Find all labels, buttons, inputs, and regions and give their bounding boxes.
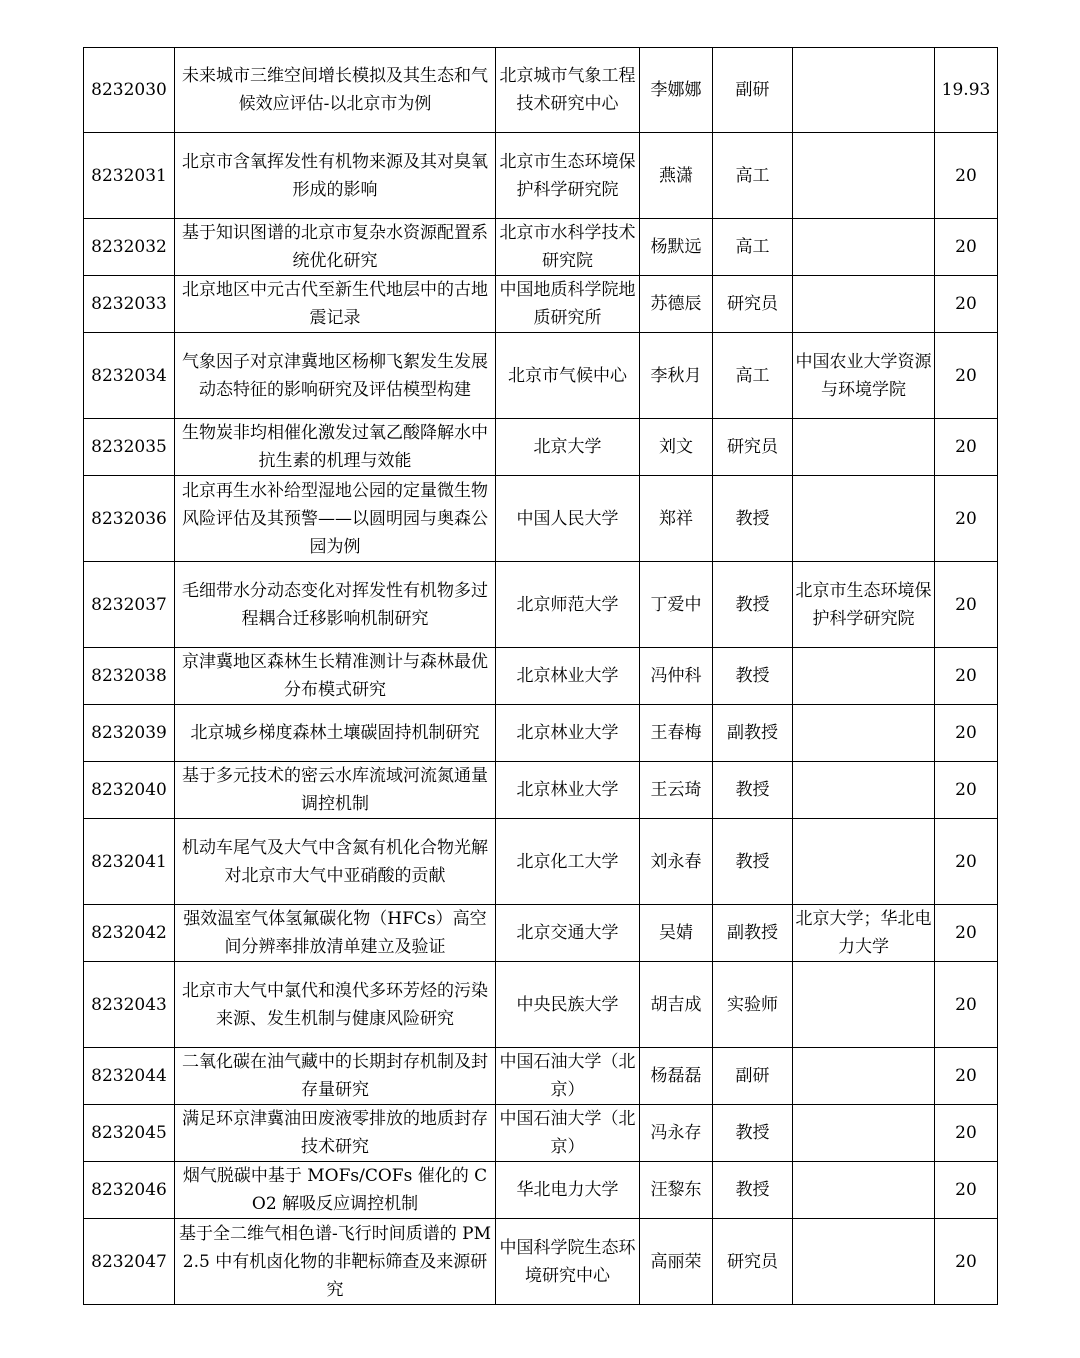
project-title-cell: 机动车尾气及大气中含氮有机化合物光解对北京市大气中亚硝酸的贡献	[175, 819, 496, 905]
partner-cell	[793, 1219, 935, 1305]
institution-cell: 中央民族大学	[496, 962, 640, 1048]
rank-cell: 副研	[713, 48, 793, 133]
table-row	[84, 762, 998, 819]
table-row	[84, 905, 998, 962]
project-id-cell: 8232040	[84, 762, 175, 819]
amount-cell: 20	[935, 1105, 998, 1162]
rank-cell: 教授	[713, 1162, 793, 1219]
project-id-cell: 8232042	[84, 905, 175, 962]
institution-cell: 北京市水科学技术研究院	[496, 219, 640, 276]
project-title-cell: 强效温室气体氢氟碳化物（HFCs）高空间分辨率排放清单建立及验证	[175, 905, 496, 962]
project-title-cell: 满足环京津冀油田废液零排放的地质封存技术研究	[175, 1105, 496, 1162]
institution-cell: 北京林业大学	[496, 648, 640, 705]
partner-cell: 北京大学；华北电力大学	[793, 905, 935, 962]
project-id-cell: 8232036	[84, 476, 175, 562]
table-row	[84, 419, 998, 476]
leader-cell: 王云琦	[640, 762, 713, 819]
table-row	[84, 276, 998, 333]
rank-cell: 教授	[713, 1105, 793, 1162]
table-row	[84, 48, 998, 133]
leader-cell: 冯永存	[640, 1105, 713, 1162]
rank-cell: 教授	[713, 562, 793, 648]
project-title-cell: 生物炭非均相催化激发过氧乙酸降解水中抗生素的机理与效能	[175, 419, 496, 476]
project-title-cell: 毛细带水分动态变化对挥发性有机物多过程耦合迁移影响机制研究	[175, 562, 496, 648]
amount-cell: 20	[935, 1162, 998, 1219]
institution-cell: 中国石油大学（北京）	[496, 1105, 640, 1162]
rank-cell: 研究员	[713, 276, 793, 333]
amount-cell: 20	[935, 705, 998, 762]
partner-cell	[793, 648, 935, 705]
leader-cell: 刘文	[640, 419, 713, 476]
leader-cell: 郑祥	[640, 476, 713, 562]
rank-cell: 实验师	[713, 962, 793, 1048]
leader-cell: 杨磊磊	[640, 1048, 713, 1105]
rank-cell: 教授	[713, 648, 793, 705]
institution-cell: 北京林业大学	[496, 762, 640, 819]
project-id-cell: 8232045	[84, 1105, 175, 1162]
amount-cell: 20	[935, 333, 998, 419]
institution-cell: 中国地质科学院地质研究所	[496, 276, 640, 333]
partner-cell	[793, 219, 935, 276]
rank-cell: 副教授	[713, 905, 793, 962]
amount-cell: 19.93	[935, 48, 998, 133]
grant-table-body	[84, 48, 998, 1305]
table-row	[84, 1162, 998, 1219]
amount-cell: 20	[935, 962, 998, 1048]
project-id-cell: 8232037	[84, 562, 175, 648]
project-id-cell: 8232033	[84, 276, 175, 333]
leader-cell: 李娜娜	[640, 48, 713, 133]
rank-cell: 研究员	[713, 419, 793, 476]
partner-cell	[793, 819, 935, 905]
project-title-cell: 基于知识图谱的北京市复杂水资源配置系统优化研究	[175, 219, 496, 276]
institution-cell: 北京城市气象工程技术研究中心	[496, 48, 640, 133]
project-title-cell: 烟气脱碳中基于 MOFs/COFs 催化的 CO2 解吸反应调控机制	[175, 1162, 496, 1219]
partner-cell	[793, 48, 935, 133]
project-id-cell: 8232039	[84, 705, 175, 762]
leader-cell: 吴婧	[640, 905, 713, 962]
table-row	[84, 705, 998, 762]
amount-cell: 20	[935, 819, 998, 905]
rank-cell: 教授	[713, 762, 793, 819]
amount-cell: 20	[935, 648, 998, 705]
table-row	[84, 219, 998, 276]
project-title-cell: 北京城乡梯度森林土壤碳固持机制研究	[175, 705, 496, 762]
grant-table	[83, 47, 998, 1305]
rank-cell: 副研	[713, 1048, 793, 1105]
table-row	[84, 648, 998, 705]
project-id-cell: 8232032	[84, 219, 175, 276]
leader-cell: 燕潇	[640, 133, 713, 219]
institution-cell: 华北电力大学	[496, 1162, 640, 1219]
table-row	[84, 133, 998, 219]
amount-cell: 20	[935, 419, 998, 476]
table-row	[84, 1219, 998, 1305]
project-id-cell: 8232041	[84, 819, 175, 905]
partner-cell: 中国农业大学资源与环境学院	[793, 333, 935, 419]
rank-cell: 高工	[713, 219, 793, 276]
leader-cell: 冯仲科	[640, 648, 713, 705]
amount-cell: 20	[935, 219, 998, 276]
project-title-cell: 基于全二维气相色谱-飞行时间质谱的 PM2.5 中有机卤化物的非靶标筛查及来源研究	[175, 1219, 496, 1305]
partner-cell	[793, 276, 935, 333]
amount-cell: 20	[935, 133, 998, 219]
table-row	[84, 476, 998, 562]
rank-cell: 高工	[713, 133, 793, 219]
leader-cell: 李秋月	[640, 333, 713, 419]
rank-cell: 高工	[713, 333, 793, 419]
table-row	[84, 1048, 998, 1105]
rank-cell: 教授	[713, 476, 793, 562]
project-title-cell: 北京再生水补给型湿地公园的定量微生物风险评估及其预警——以圆明园与奥森公园为例	[175, 476, 496, 562]
institution-cell: 北京大学	[496, 419, 640, 476]
project-id-cell: 8232043	[84, 962, 175, 1048]
partner-cell	[793, 1162, 935, 1219]
leader-cell: 胡吉成	[640, 962, 713, 1048]
table-row	[84, 1105, 998, 1162]
leader-cell: 王春梅	[640, 705, 713, 762]
rank-cell: 副教授	[713, 705, 793, 762]
table-row	[84, 562, 998, 648]
leader-cell: 汪黎东	[640, 1162, 713, 1219]
institution-cell: 北京化工大学	[496, 819, 640, 905]
amount-cell: 20	[935, 762, 998, 819]
table-row	[84, 333, 998, 419]
rank-cell: 研究员	[713, 1219, 793, 1305]
project-title-cell: 北京市含氧挥发性有机物来源及其对臭氧形成的影响	[175, 133, 496, 219]
project-title-cell: 北京地区中元古代至新生代地层中的古地震记录	[175, 276, 496, 333]
partner-cell	[793, 705, 935, 762]
table-row	[84, 962, 998, 1048]
leader-cell: 丁爱中	[640, 562, 713, 648]
leader-cell: 杨默远	[640, 219, 713, 276]
amount-cell: 20	[935, 476, 998, 562]
partner-cell	[793, 419, 935, 476]
project-title-cell: 二氧化碳在油气藏中的长期封存机制及封存量研究	[175, 1048, 496, 1105]
project-id-cell: 8232044	[84, 1048, 175, 1105]
institution-cell: 中国石油大学（北京）	[496, 1048, 640, 1105]
partner-cell	[793, 762, 935, 819]
project-id-cell: 8232031	[84, 133, 175, 219]
institution-cell: 北京市气候中心	[496, 333, 640, 419]
institution-cell: 中国人民大学	[496, 476, 640, 562]
project-title-cell: 气象因子对京津冀地区杨柳飞絮发生发展动态特征的影响研究及评估模型构建	[175, 333, 496, 419]
partner-cell: 北京市生态环境保护科学研究院	[793, 562, 935, 648]
amount-cell: 20	[935, 1048, 998, 1105]
table-row	[84, 819, 998, 905]
amount-cell: 20	[935, 905, 998, 962]
partner-cell	[793, 1048, 935, 1105]
institution-cell: 北京交通大学	[496, 905, 640, 962]
institution-cell: 北京林业大学	[496, 705, 640, 762]
partner-cell	[793, 476, 935, 562]
project-title-cell: 未来城市三维空间增长模拟及其生态和气候效应评估-以北京市为例	[175, 48, 496, 133]
project-id-cell: 8232034	[84, 333, 175, 419]
project-id-cell: 8232038	[84, 648, 175, 705]
project-id-cell: 8232035	[84, 419, 175, 476]
project-title-cell: 北京市大气中氯代和溴代多环芳烃的污染来源、发生机制与健康风险研究	[175, 962, 496, 1048]
institution-cell: 北京师范大学	[496, 562, 640, 648]
institution-cell: 北京市生态环境保护科学研究院	[496, 133, 640, 219]
project-id-cell: 8232046	[84, 1162, 175, 1219]
leader-cell: 高丽荣	[640, 1219, 713, 1305]
partner-cell	[793, 962, 935, 1048]
document-page	[83, 47, 998, 1305]
rank-cell: 教授	[713, 819, 793, 905]
leader-cell: 苏德辰	[640, 276, 713, 333]
amount-cell: 20	[935, 276, 998, 333]
institution-cell: 中国科学院生态环境研究中心	[496, 1219, 640, 1305]
amount-cell: 20	[935, 1219, 998, 1305]
partner-cell	[793, 1105, 935, 1162]
project-title-cell: 京津冀地区森林生长精准测计与森林最优分布模式研究	[175, 648, 496, 705]
amount-cell: 20	[935, 562, 998, 648]
project-title-cell: 基于多元技术的密云水库流域河流氮通量调控机制	[175, 762, 496, 819]
project-id-cell: 8232030	[84, 48, 175, 133]
partner-cell	[793, 133, 935, 219]
project-id-cell: 8232047	[84, 1219, 175, 1305]
leader-cell: 刘永春	[640, 819, 713, 905]
